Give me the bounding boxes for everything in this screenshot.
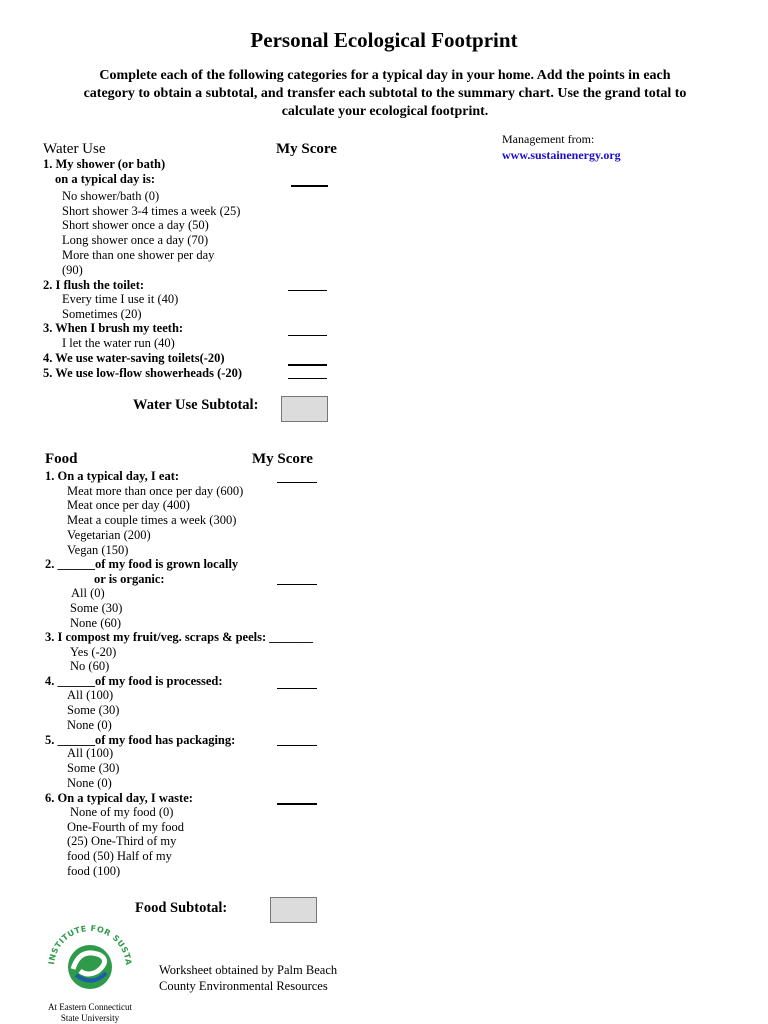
food-q5: 5. ______of my food has packaging:: [45, 733, 236, 747]
logo-caption-line2: State University: [60, 1013, 120, 1023]
water-q1-option: No shower/bath (0): [62, 189, 160, 203]
footer-line1: Worksheet obtained by Palm Beach: [159, 963, 338, 977]
food-q2-option: None (60): [70, 616, 122, 630]
food-q6-option: (25) One-Third of my: [67, 834, 177, 848]
water-q1-option: Long shower once a day (70): [62, 233, 209, 247]
water-q2: 2. I flush the toilet:: [43, 278, 145, 292]
food-q5-option: Some (30): [67, 761, 120, 775]
water-q2-option: Every time I use it (40): [62, 292, 179, 306]
management-link[interactable]: www.sustainenergy.org: [502, 148, 621, 162]
food-q6-option: None of my food (0): [70, 805, 174, 819]
institute-logo-icon: [40, 925, 140, 997]
water-q1-line1: 1. My shower (or bath): [43, 157, 166, 171]
water-q1-score-line[interactable]: [291, 185, 328, 187]
water-q4-score-line[interactable]: [288, 364, 327, 366]
water-q5-score-line[interactable]: [288, 378, 327, 379]
food-q1-option: Meat once per day (400): [67, 498, 190, 512]
management-label: Management from:: [502, 132, 595, 146]
food-q2-line1: 2. ______of my food is grown locally: [45, 557, 239, 571]
food-q4: 4. ______of my food is processed:: [45, 674, 223, 688]
water-q5: 5. We use low-flow showerheads (-20): [43, 366, 243, 380]
food-q3-option: Yes (-20): [70, 645, 117, 659]
food-q4-score-line[interactable]: [277, 688, 317, 689]
water-score-header: My Score: [276, 141, 337, 157]
water-q4: 4. We use water-saving toilets(-20): [43, 351, 225, 365]
instructions: Complete each of the following categories for a typical day in your home. Add the points in each category to obtain a subtotal, and transfer each subtotal to the summary chart. Use the grand total to calculate your ecological footprint.: [83, 68, 687, 119]
food-q1: 1. On a typical day, I eat:: [45, 469, 180, 483]
water-subtotal-label: Water Use Subtotal:: [133, 397, 259, 413]
food-q3: 3. I compost my fruit/veg. scraps & peels: _______: [45, 630, 314, 644]
water-q1-option: (90): [62, 263, 83, 277]
water-q1-option: Short shower 3-4 times a week (25): [62, 204, 241, 218]
water-subtotal-box[interactable]: [281, 396, 328, 422]
water-q1-option: Short shower once a day (50): [62, 218, 209, 232]
page-title: Personal Ecological Footprint: [250, 28, 518, 52]
food-q5-option: All (100): [67, 746, 114, 760]
food-q1-option: Vegetarian (200): [67, 528, 151, 542]
water-q3: 3. When I brush my teeth:: [43, 321, 184, 335]
food-q6-option: One-Fourth of my food: [67, 820, 184, 834]
food-q2-score-line[interactable]: [277, 584, 317, 585]
food-q1-score-line[interactable]: [277, 482, 317, 483]
food-q6-score-line[interactable]: [277, 803, 317, 805]
water-q3-score-line[interactable]: [288, 335, 327, 336]
water-q3-option: I let the water run (40): [62, 336, 175, 350]
food-q1-option: Vegan (150): [67, 543, 129, 557]
food-q6-option: food (100): [67, 864, 121, 878]
food-score-header: My Score: [252, 451, 313, 467]
logo-caption-line1: At Eastern Connecticut: [48, 1002, 132, 1012]
water-q1-option: More than one shower per day: [62, 248, 215, 262]
food-q4-option: All (100): [67, 688, 114, 702]
institute-logo: [40, 925, 140, 1023]
food-q4-option: None (0): [67, 718, 112, 732]
food-q1-option: Meat a couple times a week (300): [67, 513, 237, 527]
food-header: Food: [45, 451, 78, 467]
food-subtotal-label: Food Subtotal:: [135, 900, 228, 916]
footer-line2: County Environmental Resources: [159, 979, 328, 993]
food-q1-option: Meat more than once per day (600): [67, 484, 244, 498]
food-subtotal-box[interactable]: [270, 897, 317, 923]
food-q2-line2: or is organic:: [94, 572, 165, 586]
water-use-header: Water Use: [43, 141, 106, 157]
logo-ring-text: INSTITUTE FOR SUSTA: [47, 925, 134, 967]
water-q2-score-line[interactable]: [288, 290, 327, 291]
water-q2-option: Sometimes (20): [62, 307, 142, 321]
food-q2-option: All (0): [71, 586, 105, 600]
food-q6: 6. On a typical day, I waste:: [45, 791, 193, 805]
food-q5-score-line[interactable]: [277, 745, 317, 746]
food-q4-option: Some (30): [67, 703, 120, 717]
water-q1-line2: on a typical day is:: [55, 172, 156, 186]
food-q6-option: food (50) Half of my: [67, 849, 172, 863]
food-q3-option: No (60): [70, 659, 110, 673]
food-q5-option: None (0): [67, 776, 112, 790]
food-q2-option: Some (30): [70, 601, 123, 615]
